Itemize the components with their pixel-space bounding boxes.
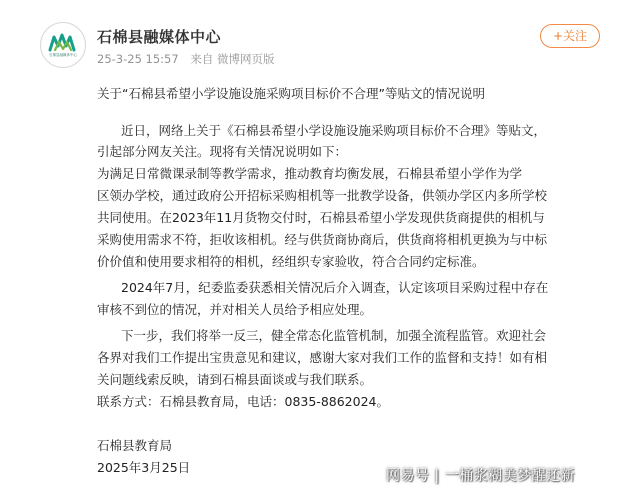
body-line: 为满足日常微课录制等教学需求，推动教育均衡发展，石棉县希望小学作为学 [97,166,523,181]
body-line: 价价值和使用要求相符的相机，经组织专家验收，符合合同约定标准。 [97,254,485,269]
post-header [0,0,640,78]
post-title: 关于“石棉县希望小学设施设施采购项目标价不合理”等贴文的情况说明 [97,86,485,101]
body-line: 共同使用。在2023年11月货物交付时，石棉县希望小学发现供货商提供的相机与 [97,210,545,225]
body-line: 各界对我们工作提出宝贵意见和建议，感谢大家对我们工作的监督和支持！如有相 [97,350,548,365]
account-avatar[interactable] [40,22,86,68]
account-name[interactable]: 石棉县融媒体中心 [97,28,222,46]
contact-line: 联系方式：石棉县教育局，电话：0835-8862024。 [97,394,389,409]
watermark: 网易号 | 一桶浆糊美梦醒还新 [386,468,576,484]
body-line: 2024年7月，纪委监委获悉相关情况后介入调查，认定该项目采购过程中存在 [121,280,549,295]
body-line: 审核不到位的情况，并对相关人员给予相应处理。 [97,302,373,317]
body-line: 引起部分网友关注。现将有关情况说明如下： [97,144,348,159]
body-line: 下一步，我们将举一反三，健全常态化监管机制，加强全流程监管。欢迎社会 [121,328,547,343]
post-source: 来自 微博网页版 [190,52,275,66]
body-line: 近日，网络上关于《石棉县希望小学设施设施采购项目标价不合理》等贴文， [121,123,547,138]
post-meta [97,51,283,67]
signature-date: 2025年3月25日 [97,460,191,475]
logo-icon [41,23,85,67]
logo-caption: 石棉县融媒体中心 [49,53,77,57]
signature-org: 石棉县教育局 [97,438,173,453]
post-date[interactable]: 25-3-25 15:57 [97,52,179,66]
follow-button[interactable]: +关注 [540,24,600,48]
body-line: 区领办学校，通过政府公开招标采购相机等一批教学设备，供领办学区内多所学校 [97,188,548,203]
body-line: 关问题线索反映，请到石棉县面谈或与我们联系。 [97,372,373,387]
body-line: 采购使用需求不符，拒收该相机。经与供货商协商后，供货商将相机更换为与中标 [97,232,548,247]
